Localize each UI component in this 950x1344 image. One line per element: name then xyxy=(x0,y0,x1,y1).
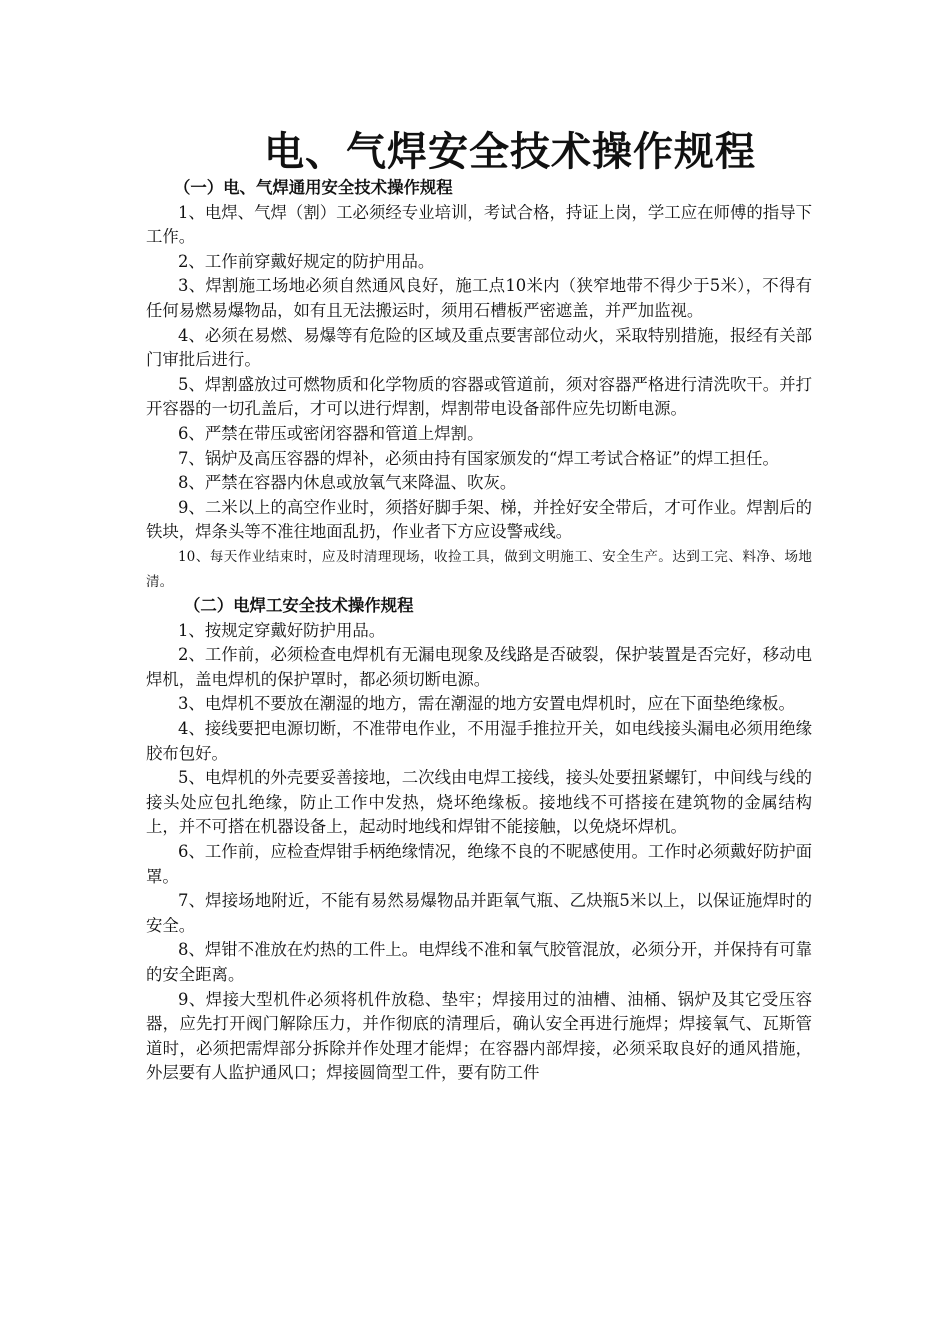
rule-paragraph: 5、电焊机的外壳要妥善接地，二次线由电焊工接线，接头处要扭紧螺钉，中间线与线的接头处应包扎绝缘，防止工作中发热，烧坏绝缘板。接地线不可搭接在建筑物的金属结构上，并不可搭在机器设备上，起动时地线和焊钳不能接触，以免烧坏焊机。 xyxy=(146,768,812,837)
rule-paragraph: 3、电焊机不要放在潮湿的地方，需在潮湿的地方安置电焊机时，应在下面垫绝缘板。 xyxy=(178,694,795,714)
section-heading-general: （一）电、气焊通用安全技术操作规程 xyxy=(174,178,453,197)
document-body xyxy=(146,176,812,1086)
rule-paragraph: 7、焊接场地附近，不能有易然易爆物品并距氧气瓶、乙炔瓶5米以上，以保证施焊时的安全。 xyxy=(146,891,812,935)
rule-paragraph: 7、锅炉及高压容器的焊补，必须由持有国家颁发的“焊工考试合格证”的焊工担任。 xyxy=(178,448,779,468)
rule-paragraph: 1、电焊、气焊（割）工必须经专业培训，考试合格，持证上岗，学工应在师傅的指导下工作。 xyxy=(146,202,812,247)
rule-paragraph: 2、工作前穿戴好规定的防护用品。 xyxy=(178,251,435,271)
rule-paragraph: 3、焊割施工场地必须自然通风良好，施工点10米内（狭窄地带不得少于5米），不得有任何易燃易爆物品，如有且无法搬运时，须用石槽板严密遮盖，并严加监视。 xyxy=(146,276,812,320)
rule-paragraph: 8、焊钳不准放在灼热的工件上。电焊线不准和氧气胶管混放，必须分开，并保持有可靠的安全距离。 xyxy=(146,940,812,984)
rule-paragraph: 4、接线要把电源切断，不准带电作业，不用湿手推拉开关，如电线接头漏电必须用绝缘胶布包好。 xyxy=(146,719,812,763)
section-heading-electric-welder: （二）电焊工安全技术操作规程 xyxy=(184,596,414,616)
rule-paragraph: 4、必须在易燃、易爆等有危险的区域及重点要害部位动火，采取特别措施，报经有关部门审批后进行。 xyxy=(146,325,812,370)
rule-paragraph: 10、每天作业结束时，应及时清理现场，收捡工具，做到文明施工、安全生产。达到工完、料净、场地清。 xyxy=(146,548,812,590)
rule-paragraph: 5、焊割盛放过可燃物质和化学物质的容器或管道前，须对容器严格进行清洗吹干。并打开容器的一切孔盖后，才可以进行焊割，焊割带电设备部件应先切断电源。 xyxy=(146,374,812,419)
rule-paragraph: 9、二米以上的高空作业时，须搭好脚手架、梯，并拴好安全带后，才可作业。焊割后的铁块，焊条头等不准往地面乱扔，作业者下方应设警戒线。 xyxy=(146,497,812,542)
rule-paragraph: 8、严禁在容器内休息或放氧气来降温、吹灰。 xyxy=(178,473,517,493)
rule-paragraph: 9、焊接大型机件必须将机件放稳、垫牢；焊接用过的油槽、油桶、锅炉及其它受压容器，应先打开阀门解除压力，并作彻底的清理后，确认安全再进行施焊；焊接氧气、瓦斯管道时，必须把需焊部分拆除并作处理才能焊；在容器内部焊接，必须采取良好的通风措施，外层要有人监护通风口；焊接圆筒型工件，要有防工件 xyxy=(146,989,812,1083)
document-title: 电、气焊安全技术操作规程 xyxy=(264,128,756,175)
rule-paragraph: 2、工作前，必须检查电焊机有无漏电现象及线路是否破裂，保护装置是否完好，移动电焊机，盖电焊机的保护罩时，都必须切断电源。 xyxy=(146,645,812,689)
rule-paragraph: 6、工作前，应检查焊钳手柄绝缘情况，绝缘不良的不昵感使用。工作时必须戴好防护面罩。 xyxy=(146,842,812,886)
rule-paragraph: 6、严禁在带压或密闭容器和管道上焊割。 xyxy=(178,423,484,443)
rule-paragraph: 1、按规定穿戴好防护用品。 xyxy=(178,620,386,640)
